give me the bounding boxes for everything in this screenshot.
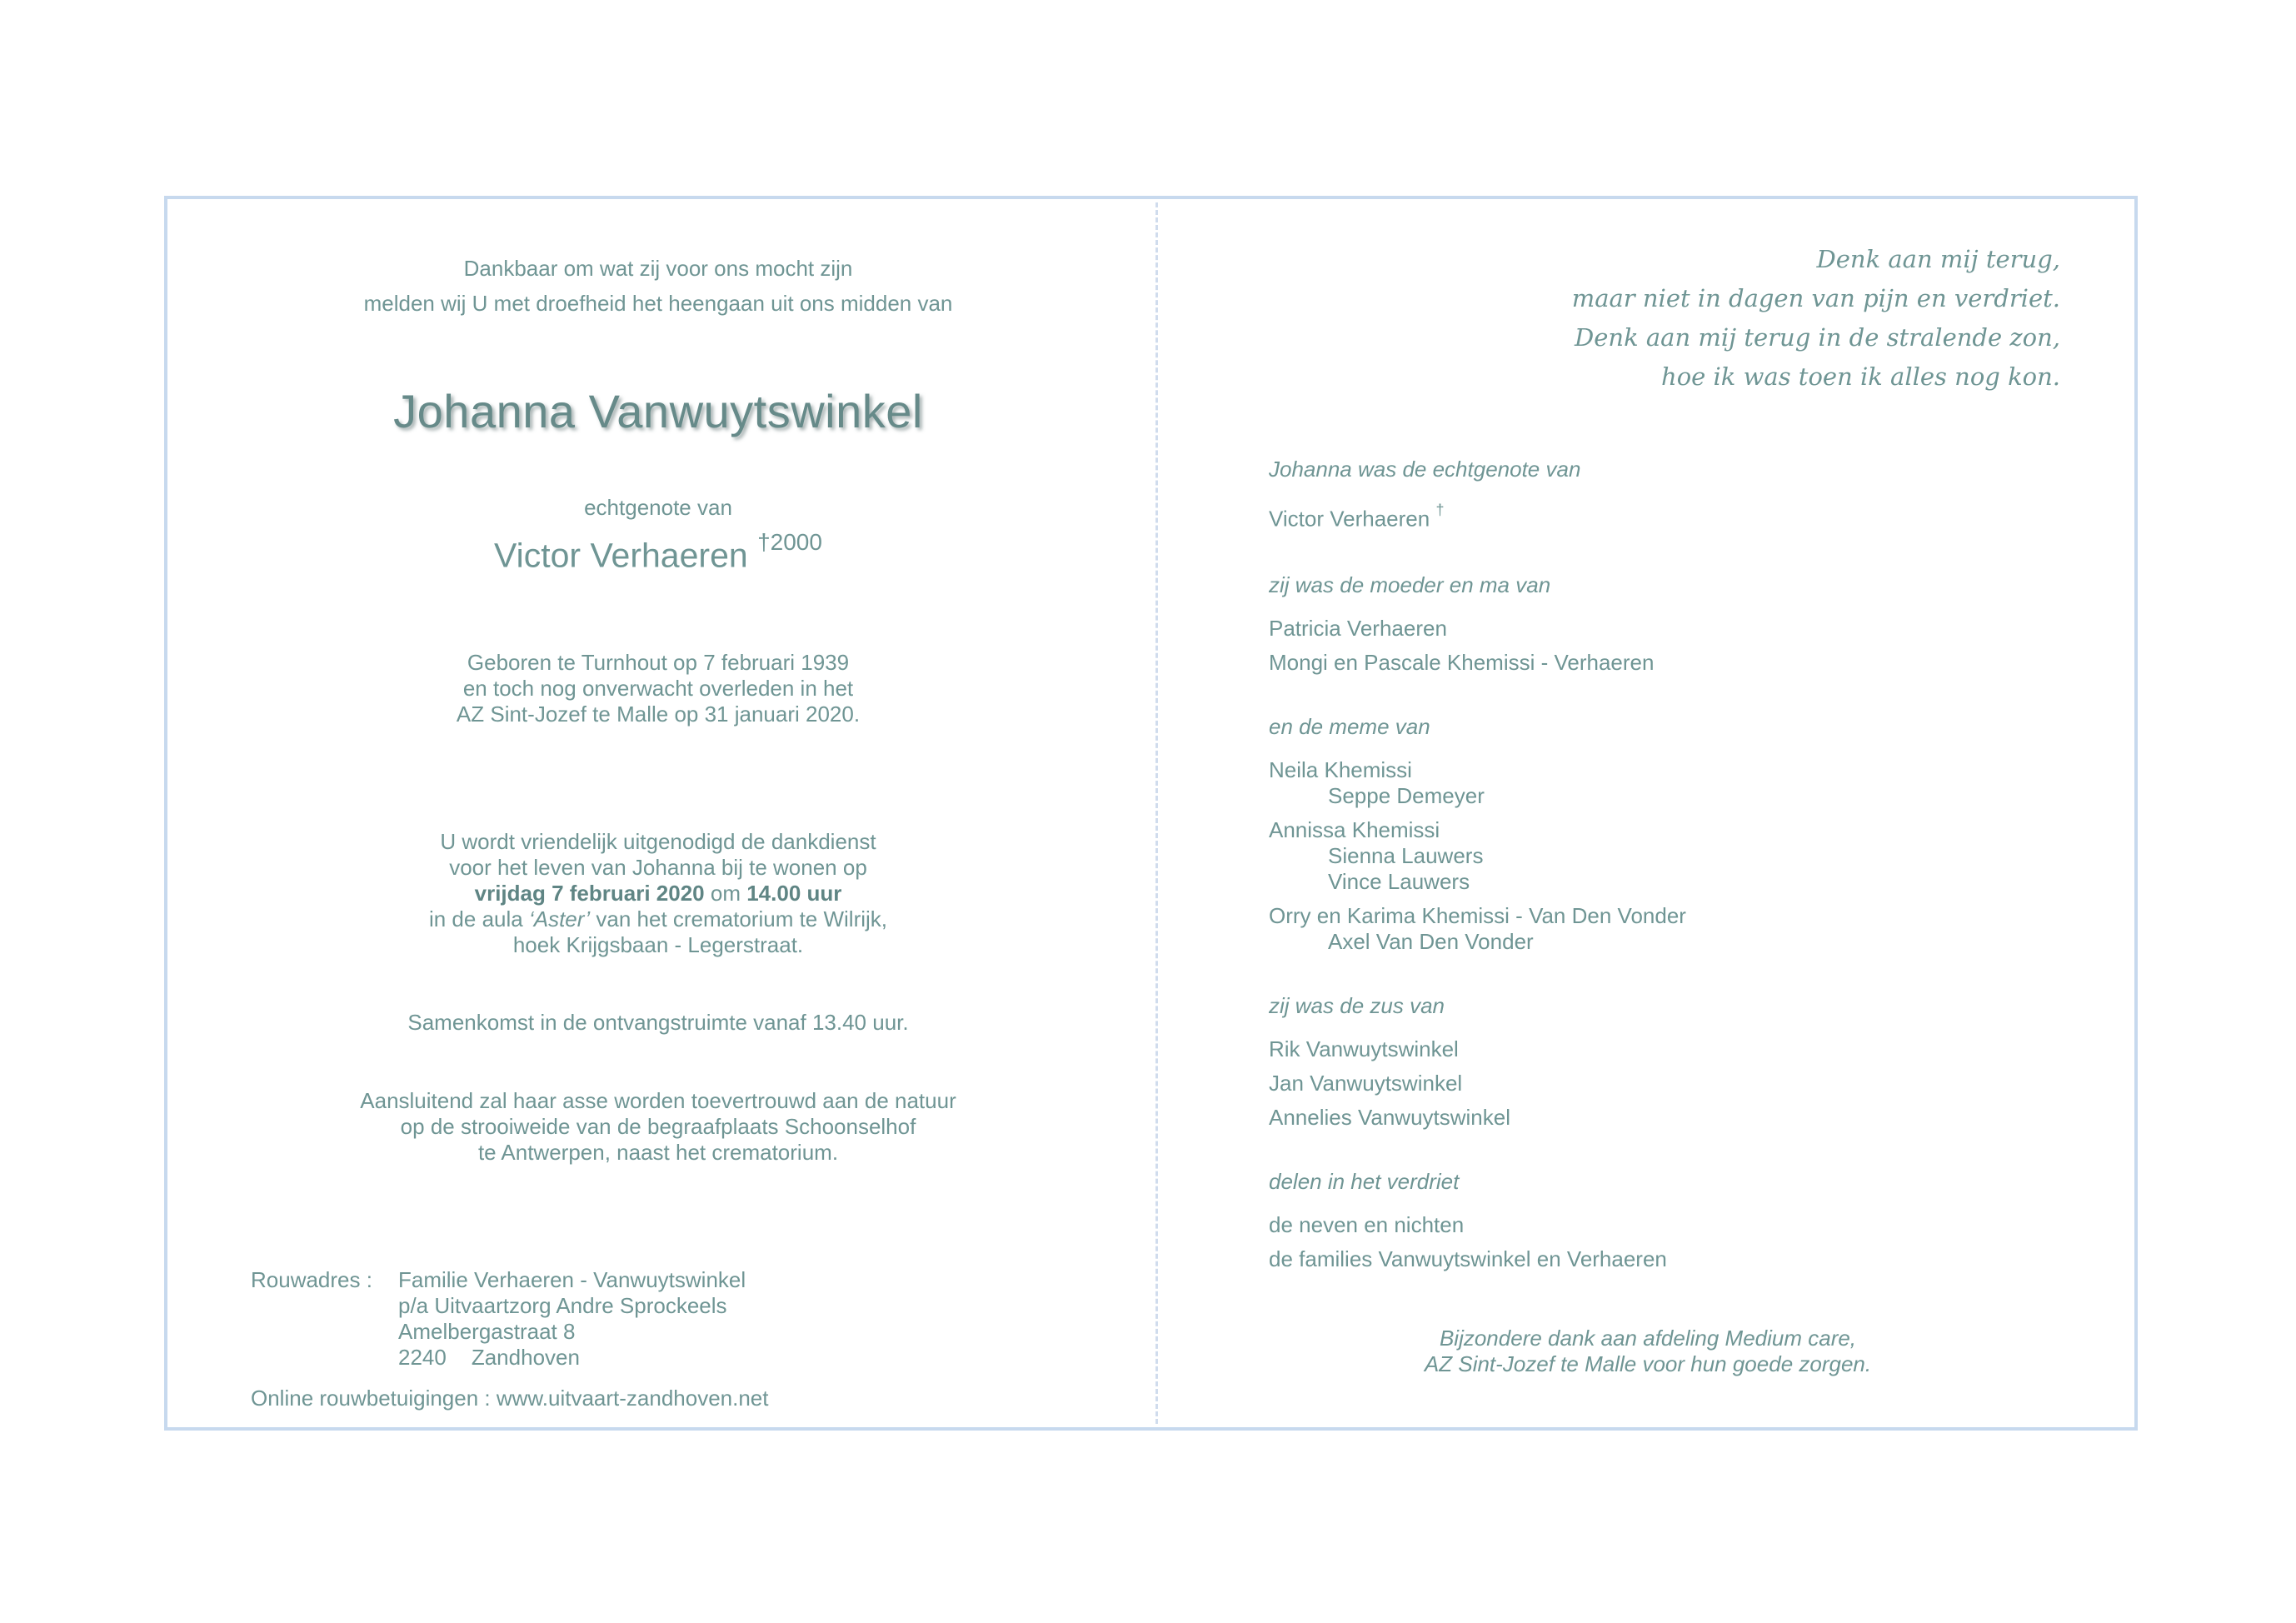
cross-icon: † xyxy=(1435,502,1445,518)
service-datetime xyxy=(242,881,1075,906)
poem-line: Denk aan mij terug, xyxy=(1816,245,2060,273)
great-grandchild-entry: Vince Lauwers xyxy=(1328,869,1470,894)
birth-line: AZ Sint-Jozef te Malle op 31 januari 2020. xyxy=(456,702,861,727)
grandchildren-heading: en de meme van xyxy=(1269,714,1430,739)
service-invitation xyxy=(242,829,1075,958)
great-grandchild-entry: Seppe Demeyer xyxy=(1328,783,1485,808)
thanks-note xyxy=(1269,1326,2027,1377)
postcode: 2240 xyxy=(398,1345,447,1370)
sharing-entry: de families Vanwuytswinkel en Verhaeren xyxy=(1269,1246,1667,1271)
address-city-line xyxy=(398,1345,746,1371)
deceased-name: Johanna Vanwuytswinkel xyxy=(393,385,923,437)
meeting-text: Samenkomst in de ontvangstruimte vanaf 13.40 uur. xyxy=(407,1010,909,1035)
birth-death-text xyxy=(242,650,1075,727)
spouse-label: echtgenote van xyxy=(584,495,732,520)
ashes-text xyxy=(242,1088,1075,1166)
spouse-heading: Johanna was de echtgenote van xyxy=(1269,457,1581,482)
spouse-entry xyxy=(1269,502,1445,532)
intro-line: Dankbaar om wat zij voor ons mocht zijn xyxy=(463,256,853,281)
service-line: U wordt vriendelijk uitgenodigd de dankdienst xyxy=(440,829,876,854)
grandchild-entry: Orry en Karima Khemissi - Van Den Vonder xyxy=(1269,903,1686,928)
aula-name: ‘Aster’ xyxy=(528,906,591,931)
sharing-entry: de neven en nichten xyxy=(1269,1212,1465,1237)
thanks-line: Bijzondere dank aan afdeling Medium care, xyxy=(1439,1326,1857,1351)
thanks-line: AZ Sint-Jozef te Malle voor hun goede zorgen. xyxy=(1424,1351,1872,1376)
poem-line: maar niet in dagen van pijn en verdriet. xyxy=(1571,284,2060,312)
fold-line xyxy=(1155,202,1158,1424)
address-line: p/a Uitvaartzorg Andre Sprockeels xyxy=(398,1293,727,1318)
sibling-entry: Rik Vanwuytswinkel xyxy=(1269,1036,1459,1061)
sibling-entry: Jan Vanwuytswinkel xyxy=(1269,1071,1463,1096)
children-heading: zij was de moeder en ma van xyxy=(1269,572,1551,597)
ashes-line: op de strooiweide van de begraafplaats Schoonselhof xyxy=(400,1114,916,1139)
city: Zandhoven xyxy=(471,1345,580,1370)
service-time: 14.00 uur xyxy=(746,881,842,906)
ashes-line: te Antwerpen, naast het crematorium. xyxy=(477,1140,839,1165)
grandchild-entry: Neila Khemissi xyxy=(1269,757,1412,782)
address-line: Amelbergastraat 8 xyxy=(398,1319,576,1344)
child-entry: Patricia Verhaeren xyxy=(1269,616,1447,641)
spouse-name: Victor Verhaeren xyxy=(494,536,748,575)
intro-text xyxy=(242,257,1075,327)
service-location xyxy=(242,906,1075,932)
mourning-address xyxy=(398,1267,746,1371)
online-condolences: Online rouwbetuigingen : www.uitvaart-zandhoven.net xyxy=(251,1386,769,1411)
spouse-name-block xyxy=(242,529,1075,575)
service-date: vrijdag 7 februari 2020 xyxy=(474,881,705,906)
sharing-heading: delen in het verdriet xyxy=(1269,1169,1460,1194)
child-entry: Mongi en Pascale Khemissi - Verhaeren xyxy=(1269,650,1655,675)
address-line: Familie Verhaeren - Vanwuytswinkel xyxy=(398,1267,746,1292)
poem xyxy=(1572,240,2060,397)
service-line: voor het leven van Johanna bij te wonen op xyxy=(449,855,867,880)
location-post: van het crematorium te Wilrijk, xyxy=(590,906,888,931)
service-line: hoek Krijgsbaan - Legerstraat. xyxy=(512,932,804,957)
grandchild-entry: Annissa Khemissi xyxy=(1269,817,1440,842)
siblings-heading: zij was de zus van xyxy=(1269,993,1445,1018)
ashes-line: Aansluitend zal haar asse worden toevertrouwd aan de natuur xyxy=(360,1088,956,1113)
spouse-death-year: †2000 xyxy=(757,529,822,555)
spouse-entry-name: Victor Verhaeren xyxy=(1269,506,1430,532)
address-label: Rouwadres : xyxy=(251,1267,372,1292)
birth-line: Geboren te Turnhout op 7 februari 1939 xyxy=(467,650,850,675)
great-grandchild-entry: Axel Van Den Vonder xyxy=(1328,929,1534,954)
sibling-entry: Annelies Vanwuytswinkel xyxy=(1269,1105,1510,1130)
service-om: om xyxy=(704,881,747,906)
birth-line: en toch nog onverwacht overleden in het xyxy=(462,676,854,701)
poem-line: hoe ik was toen ik alles nog kon. xyxy=(1661,362,2060,391)
location-pre: in de aula xyxy=(428,906,529,931)
intro-line: melden wij U met droefheid het heengaan uit ons midden van xyxy=(363,291,953,316)
great-grandchild-entry: Sienna Lauwers xyxy=(1328,843,1484,868)
poem-line: Denk aan mij terug in de stralende zon, xyxy=(1575,323,2060,352)
